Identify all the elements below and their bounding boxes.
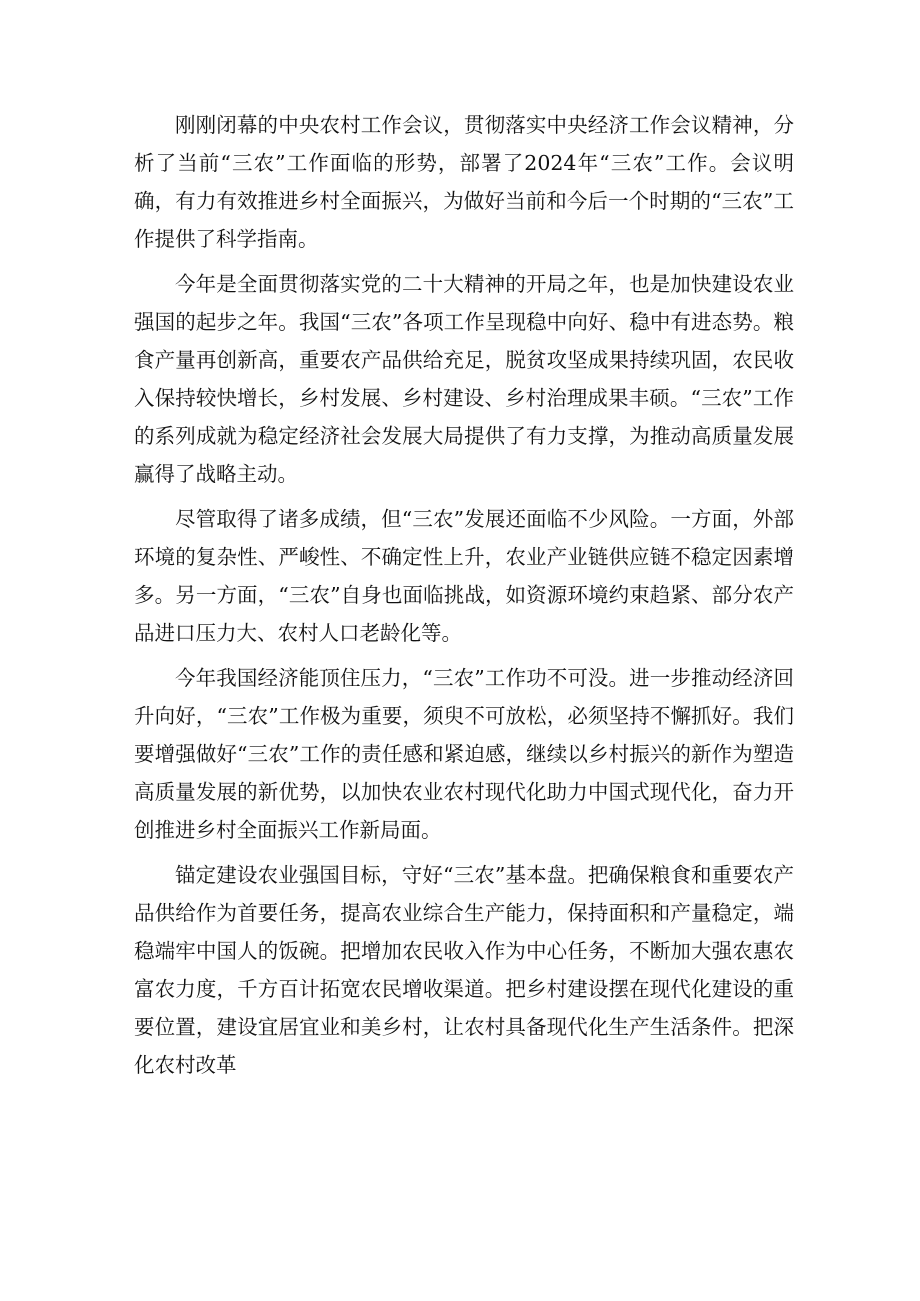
paragraph-2: 今年是全面贯彻落实党的二十大精神的开局之年，也是加快建设农业强国的起步之年。我国“三农”各项工作呈现稳中向好、稳中有进态势。粮食产量再创新高，重要农产品供给充足，脱贫攻坚成果持续巩固，农民收入保持较快增长，乡村发展、乡村建设、乡村治理成果丰硕。“三农”工作的系列成就为稳定经济社会发展大局提供了有力支撑，为推动高质量发展赢得了战略主动。 [134, 272, 794, 486]
paragraph-4: 今年我国经济能顶住压力，“三农”工作功不可没。进一步推动经济回升向好，“三农”工作极为重要，须臾不可放松，必须坚持不懈抓好。我们要增强做好“三农”工作的责任感和紧迫感，继续以乡村振兴的新作为塑造高质量发展的新优势，以加快农业农村现代化助力中国式现代化，奋力开创推进乡村全面振兴工作新局面。 [134, 666, 794, 842]
paragraph-5: 锚定建设农业强国目标，守好“三农”基本盘。把确保粮食和重要农产品供给作为首要任务，提高农业综合生产能力，保持面积和产量稳定，端稳端牢中国人的饭碗。把增加农民收入作为中心任务，不断加大强农惠农富农力度，千方百计拓宽农民增收渠道。把乡村建设摆在现代化建设的重要位置，建设宜居宜业和美乡村，让农村具备现代化生产生活条件。把深化农村改革 [134, 863, 794, 1077]
paragraph-1: 刚刚闭幕的中央农村工作会议，贯彻落实中央经济工作会议精神，分析了当前“三农”工作面临的形势，部署了2024年“三农”工作。会议明确，有力有效推进乡村全面振兴，为做好当前和今后一个时期的“三农”工作提供了科学指南。 [134, 113, 794, 251]
paragraph-3: 尽管取得了诸多成绩，但“三农”发展还面临不少风险。一方面，外部环境的复杂性、严峻性、不确定性上升，农业产业链供应链不稳定因素增多。另一方面，“三农”自身也面临挑战，如资源环境约束趋紧、部分农产品进口压力大、农村人口老龄化等。 [134, 507, 794, 645]
document-body [134, 106, 794, 1091]
